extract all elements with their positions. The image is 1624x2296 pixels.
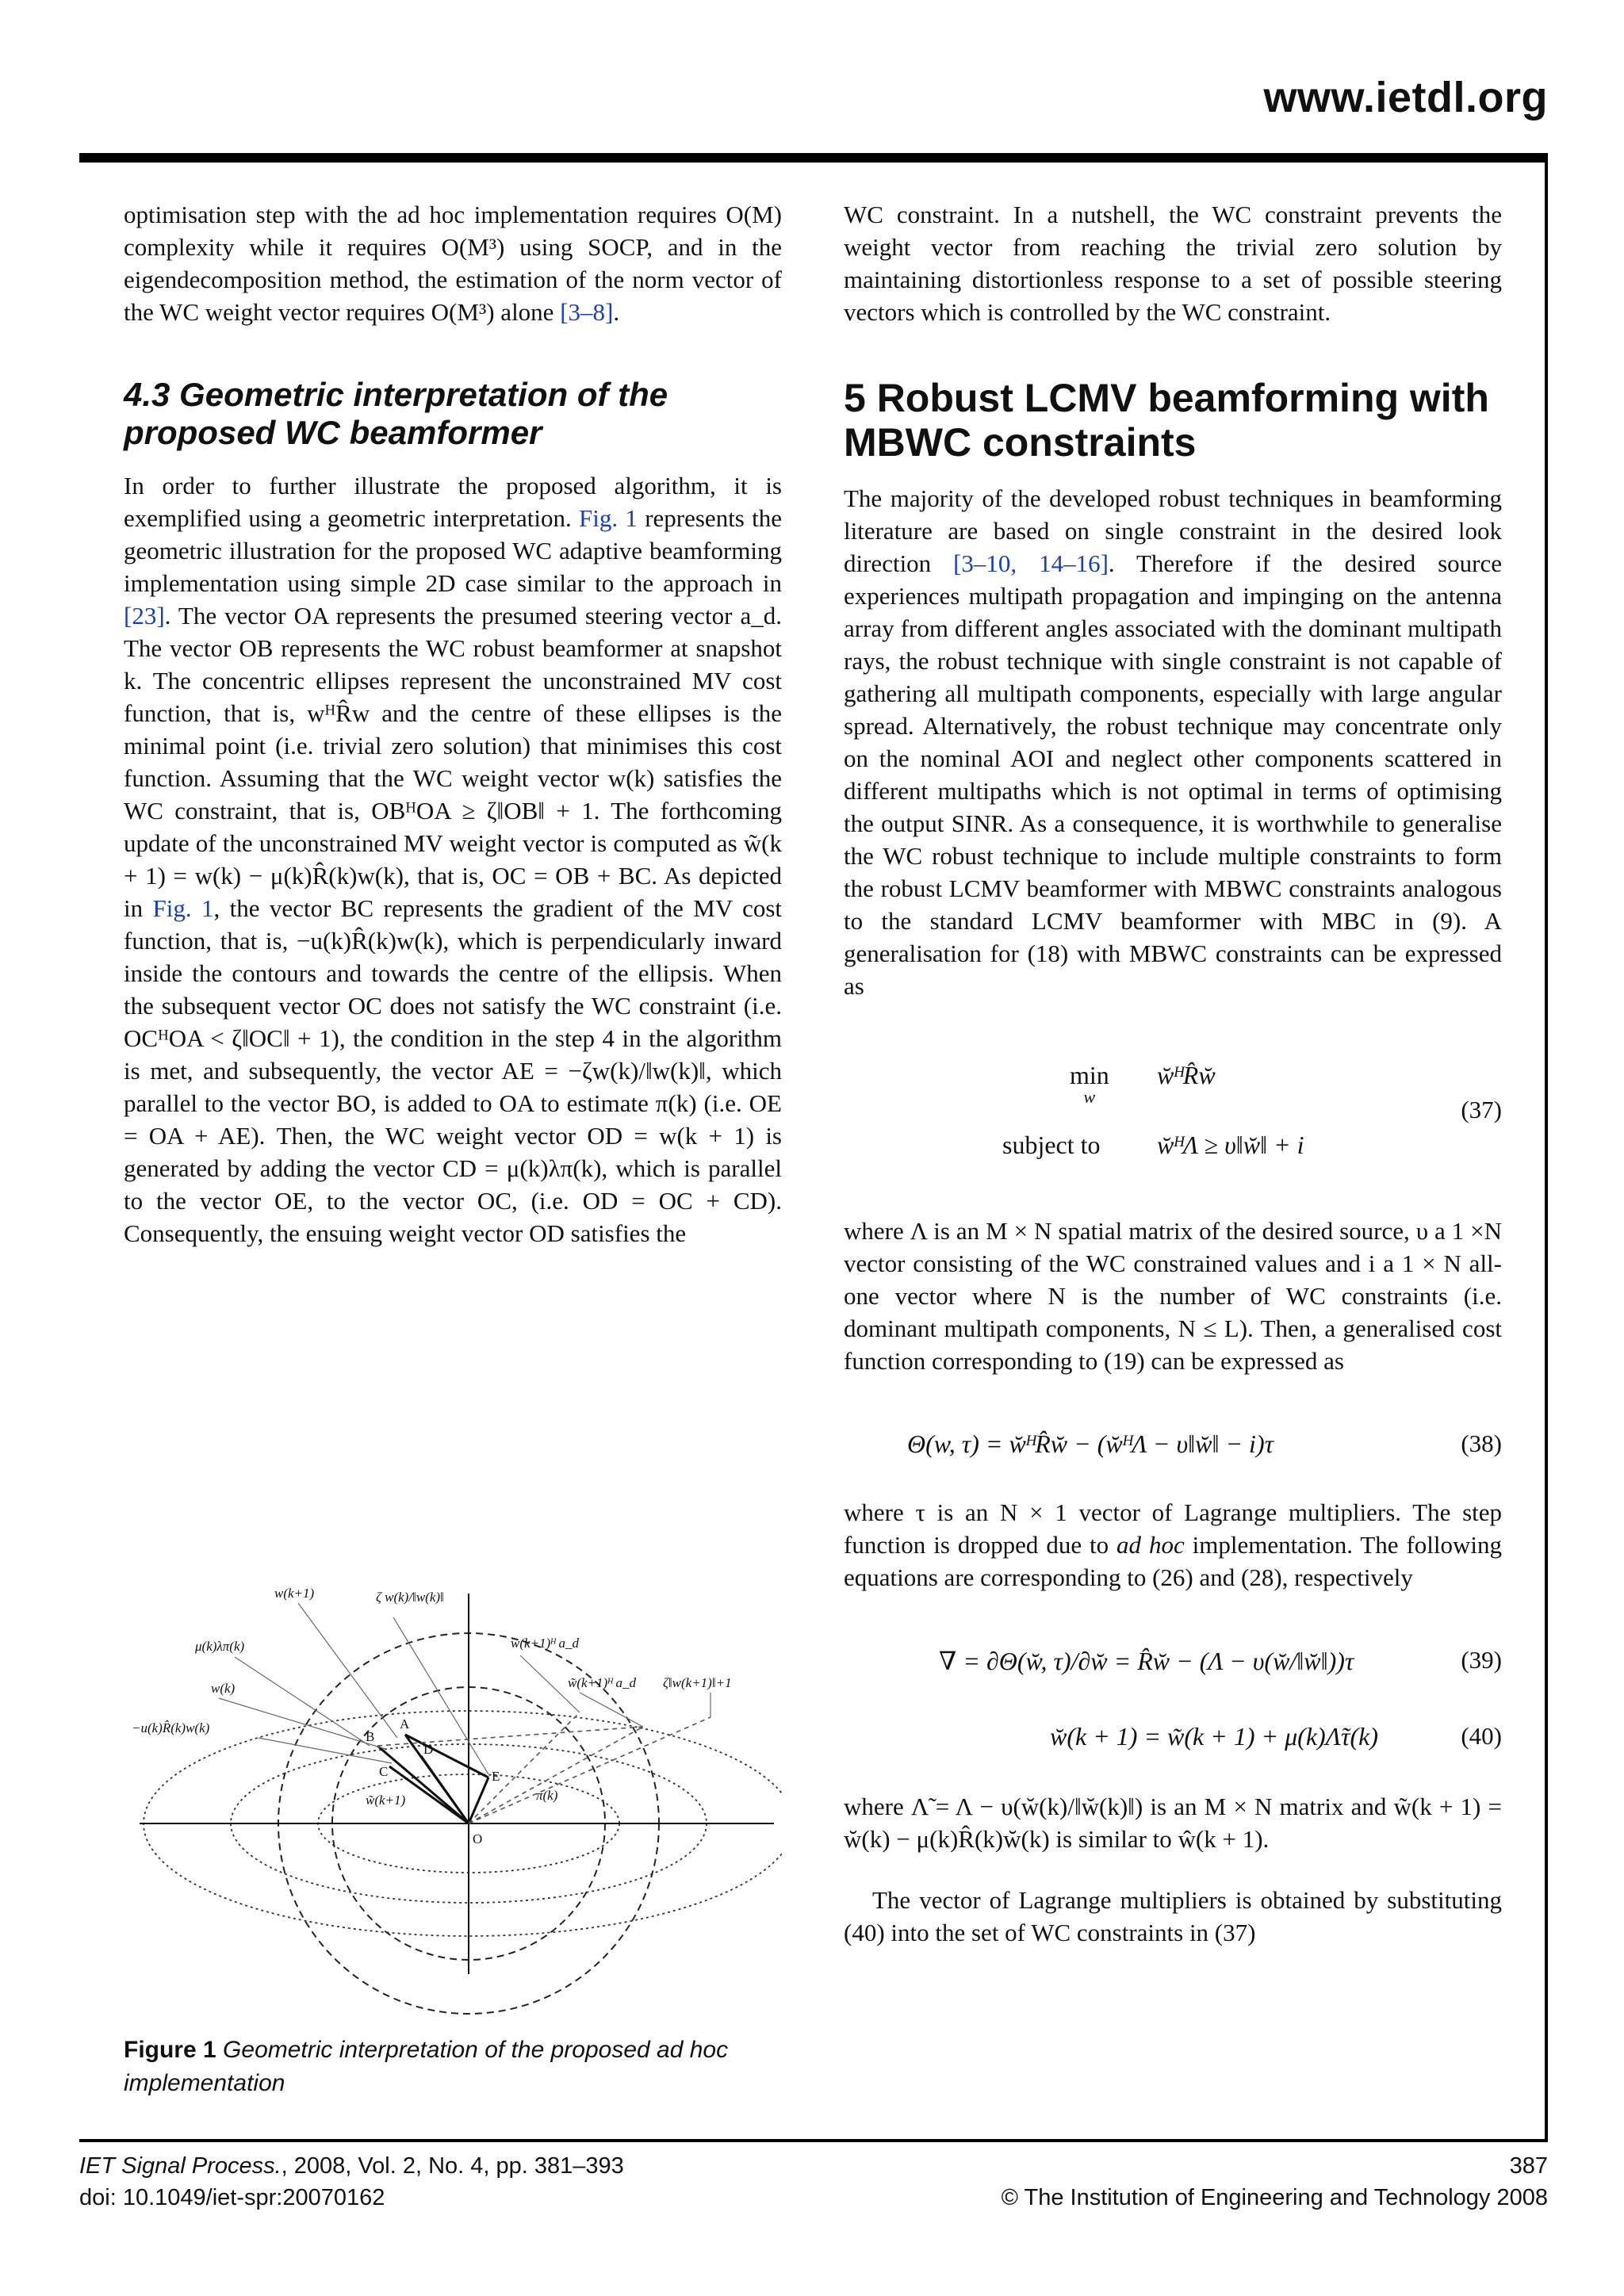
eq39-body: ∇ = ∂Θ(w̆, τ)/∂w̆ = R̂w̆ − (Λ − υ(w̆/‖w̆‖))τ (939, 1647, 1354, 1675)
eq40-body: w̆(k + 1) = w̃(k + 1) + μ(k)Λ̃τ(k) (1050, 1722, 1378, 1751)
doi[interactable]: doi: 10.1049/iet-spr:20070162 (79, 2185, 385, 2210)
eq37-objective: w̆ᴴR̂w̆ (1157, 1061, 1216, 1089)
eq37-min-sub: w (1083, 1087, 1096, 1107)
footer-page-info (1002, 2150, 1548, 2214)
section-4-3-paragraph: In order to further illustrate the proposed algorithm, it is exemplified using a geometric interpretation. Fig. 1 represents the geometric illustration for the proposed WC adaptive beamforming implementation using simple 2D case similar to the approach in [23]. The vector OA represents the presumed steering vector a_d. The vector OB represents the WC robust beamformer at snapshot k. The concentric ellipses represent the unconstrained MV cost function, that is, wᴴR̂w and the centre of these ellipses is the minimal point (i.e. trivial zero solution) that minimises this cost function. Assuming that the WC weight vector w(k) satisfies the WC constraint, that is, OBᴴOA ≥ ζ‖OB‖ + 1. The forthcoming update of the unconstrained MV weight vector is computed as w̃(k + 1) = w(k) − μ(k)R̂(k)w(k), that is, OC = OB + BC. As depicted in Fig. 1, the vector BC represents the gradient of the MV cost function, that is, −u(k)R̂(k)w(k), which is perpendicularly inward inside the contours and towards the centre of the ellipsis. When the subsequent vector OC does not satisfy the WC constraint (i.e. OCᴴOA < ζ‖OC‖ + 1), the condition in the step 4 in the algorithm is met, and subsequently, the vector AE = −ζw(k)/‖w(k)‖, which parallel to the vector BO, is added to OA to estimate π(k) (i.e. OE = OA + AE). Then, the WC weight vector OD = w(k + 1) is generated by adding the vector CD = μ(k)λπ(k), which is parallel to the vector OE, to the vector OC, (i.e. OD = OC + CD). Consequently, the ensuing weight vector OD satisfies the (124, 472, 783, 1247)
leader-wk (219, 1698, 385, 1749)
section-5-paragraph: The majority of the developed robust techniques in beamforming literature are based on single constraint in the desired look direction [3–10, 14–16]. Therefore if the desired source experiences multipath propagation and impinging on the antenna array from different angles associated with the dominant multipath rays, the robust technique with single constraint is not capable of gathering all multipath components, especially with large angular spread. Alternatively, the robust technique may concentrate only on the nominal AOI and neglect other components scattered in different multipaths which is not optimal in terms of optimising the output SINR. As a consequence, it is worthwhile to generalise the WC robust technique to include multiple constraints to form the robust LCMV beamformer with MBWC constraints analogous to the standard LCMV beamformer with MBC in (9). A generalisation for (18) with MBWC constraints can be expressed as (844, 484, 1502, 1000)
ref-3-8[interactable]: [3–8] (560, 298, 614, 326)
page-number: 387 (1509, 2153, 1548, 2179)
lambda-tilde-paragraph: where Λ̃ = Λ − υ(w̆(k)/‖w̆(k)‖) is an M × N matrix and w̃(k + 1) = w̆(k) − μ(k)R̂(k)w̆(k) is similar to ŵ(k + 1). (844, 1793, 1502, 1853)
left-column (124, 198, 783, 2096)
dashed-guide-1 (469, 1712, 580, 1823)
label-wtilde-ad: w̃(k+1)ᴴ a_d (568, 1675, 636, 1690)
point-b: B (366, 1729, 375, 1744)
equation-39 (844, 1646, 1502, 1686)
equation-40 (844, 1722, 1502, 1758)
equation-37 (844, 1061, 1502, 1180)
point-c: C (379, 1764, 389, 1779)
dashed-guide-4 (377, 1727, 643, 1746)
journal-name: IET Signal Process. (79, 2153, 282, 2179)
ref-fig-1-b[interactable]: Fig. 1 (152, 894, 214, 922)
label-w-k: w(k) (211, 1681, 236, 1696)
ref-23[interactable]: [23] (124, 602, 165, 629)
footer-citation: IET Signal Process., 2008, Vol. 2, No. 4, pp. 381–393 doi: 10.1049/iet-spr:20070162 (79, 2150, 624, 2214)
ref-3-10-14-16[interactable]: [3–10, 14–16] (953, 549, 1109, 577)
intro-paragraph: optimisation step with the ad hoc implementation requires O(M) complexity while it requires O(M³) using SOCP, and in the eigendecomposition method, the estimation of the norm vector of the WC weight vector requires O(M³) alone [3–8]. (124, 201, 782, 326)
eq39-number: (39) (1461, 1646, 1502, 1674)
lagrange-paragraph: where τ is an N × 1 vector of Lagrange multipliers. The step function is dropped due to ad hoc implementation. The following equations are corresponding to (26) and (28), respectively (844, 1498, 1502, 1591)
lagrange-vector-paragraph: The vector of Lagrange multipliers is obtained by substituting (40) into the set of WC constraints in (37) (844, 1886, 1502, 1946)
label-gradient: −u(k)R̂(k)w(k) (132, 1720, 210, 1735)
ref-fig-1[interactable]: Fig. 1 (579, 504, 638, 532)
site-url[interactable]: www.ietdl.org (1263, 74, 1548, 121)
point-e: E (492, 1769, 500, 1784)
right-column (844, 198, 1502, 1949)
right-border-rule (1545, 153, 1548, 2139)
wc-continuation-paragraph: WC constraint. In a nutshell, the WC constraint prevents the weight vector from reaching the trivial zero solution by maintaining distortionless response to a set of possible steering vectors which is controlled by the WC constraint. (844, 201, 1502, 326)
label-zeta-frac: ζ w(k)/‖w(k)‖ (376, 1590, 444, 1605)
eq38-number: (38) (1461, 1429, 1502, 1457)
point-o: O (473, 1831, 483, 1846)
eq37-min: min (1070, 1061, 1109, 1089)
copyright: © The Institution of Engineering and Technology 2008 (1001, 2185, 1548, 2210)
eq40-number: (40) (1461, 1722, 1502, 1750)
leader-wtilde (580, 1693, 643, 1727)
vector-ae (405, 1735, 488, 1777)
leader-zeta (393, 1617, 488, 1774)
point-d: D (423, 1742, 434, 1757)
label-wk1h-ad: w(k+1)ᴴ a_d (511, 1636, 579, 1651)
label-zeta-norm: ζ‖w(k+1)‖+1 (663, 1675, 732, 1690)
label-mu-lambda-pi: μ(k)λπ(k) (195, 1639, 245, 1654)
header-rule (79, 153, 1548, 163)
figure-1-diagram (124, 1562, 782, 2038)
lambda-definition-paragraph: where Λ is an M × N spatial matrix of the desired source, υ a 1 ×N vector consisting of the WC constrained values and i a 1 × N all-one vector where N is the number of WC constraints (i.e. dominant multipath components, N ≤ L). Then, a generalised cost function corresponding to (19) can be expressed as (844, 1217, 1502, 1375)
section-5-title: 5 Robust LCMV beamforming with MBWC constraints (844, 376, 1489, 465)
eq37-subject-to: subject to (1002, 1131, 1101, 1159)
leader-wk1 (298, 1603, 397, 1738)
label-pi-k: π(k) (536, 1788, 558, 1803)
eq38-body: Θ(w, τ) = w̆ᴴR̂w̆ − (w̆ᴴΛ − υ‖w̆‖ − i)τ (907, 1429, 1274, 1458)
label-w-k1: w(k+1) (274, 1586, 315, 1601)
eq37-constraint: w̆ᴴΛ ≥ υ‖w̆‖ + i (1157, 1131, 1304, 1159)
section-4-3-title: 4.3 Geometric interpretation of the proposed WC beamformer (124, 376, 668, 451)
figure-1-caption: Figure 1 Geometric interpretation of the proposed ad hoc implementation (124, 2037, 729, 2096)
footer-rule (79, 2139, 1548, 2142)
dashed-guide-3 (469, 1717, 710, 1823)
equation-38 (844, 1429, 1502, 1466)
label-w-tilde: w̃(k+1) (366, 1793, 406, 1808)
eq37-number: (37) (1461, 1096, 1502, 1123)
point-a: A (400, 1716, 410, 1732)
